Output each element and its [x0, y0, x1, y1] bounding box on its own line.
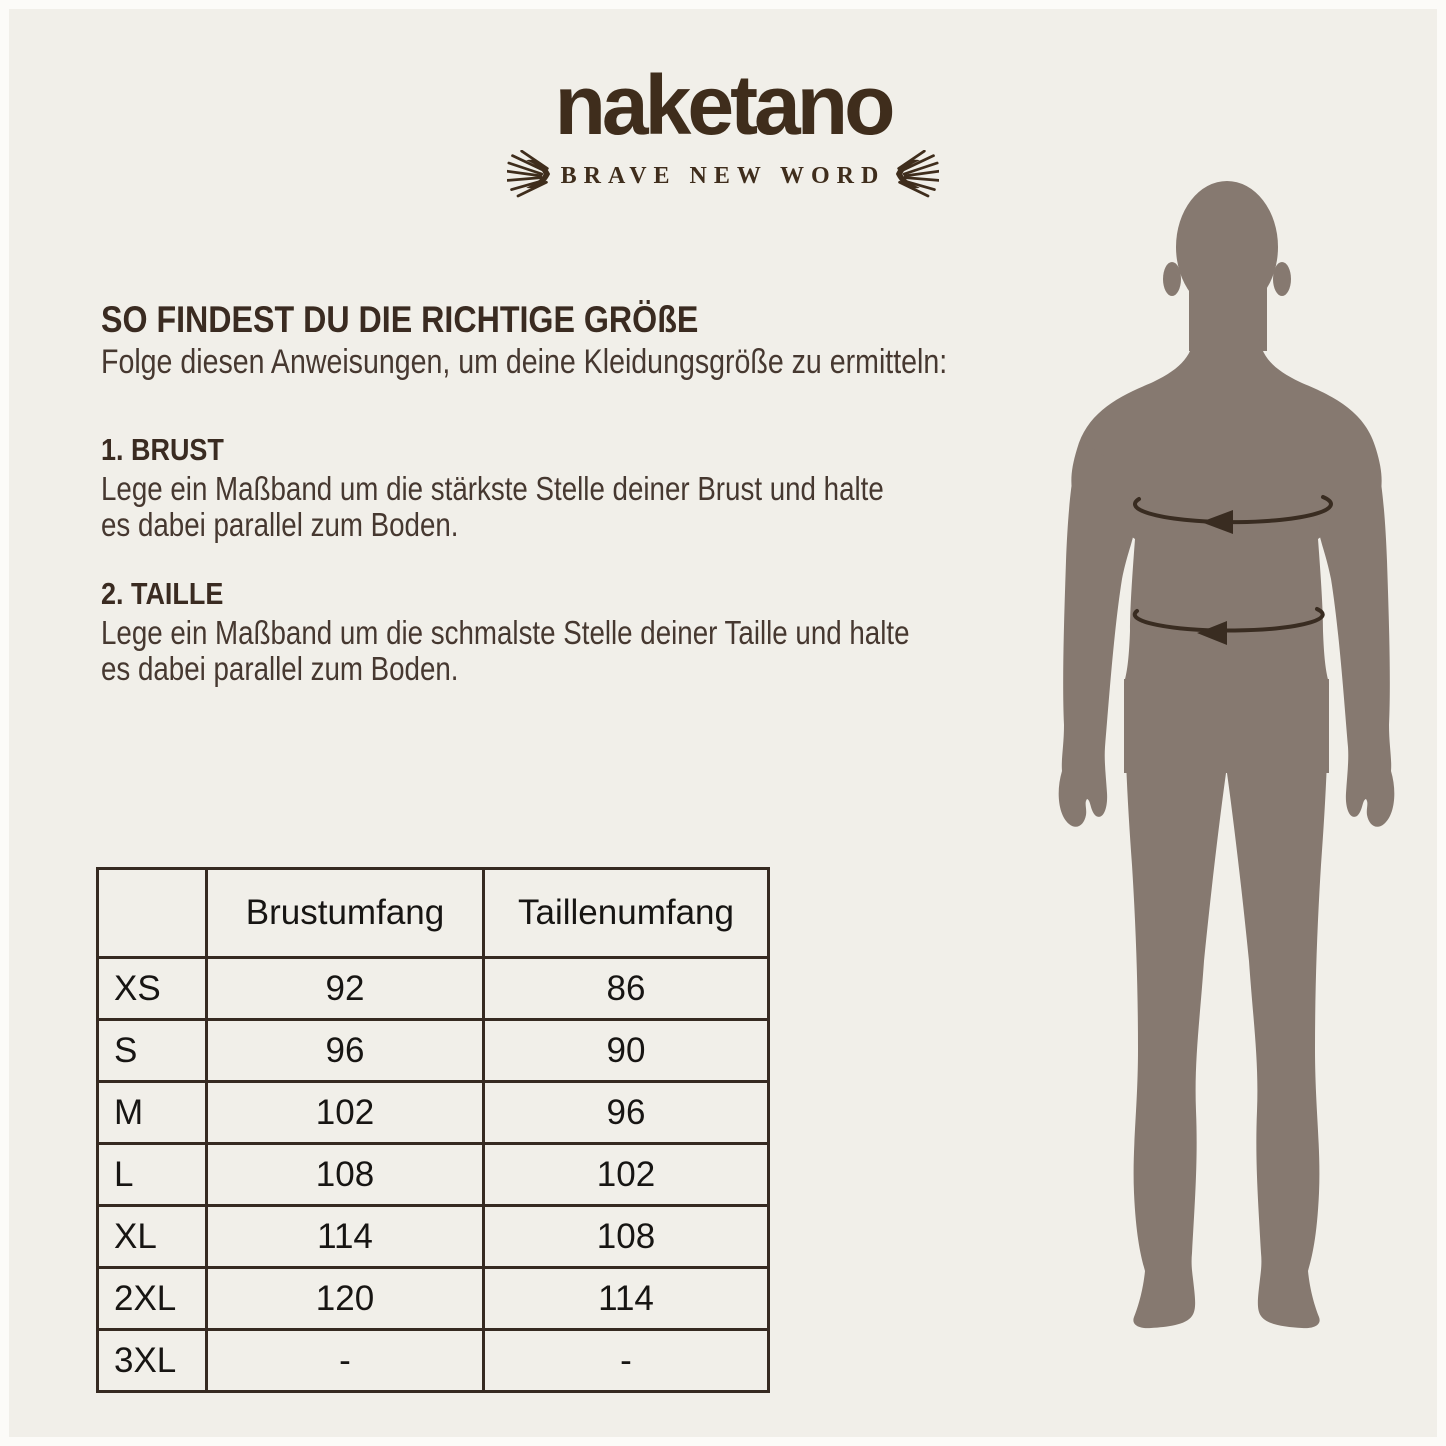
chest-cell: 120 — [207, 1268, 484, 1330]
size-table — [96, 867, 770, 1393]
wing-right-icon — [895, 150, 939, 198]
waist-cell: 96 — [484, 1082, 769, 1144]
ear-right-shape — [1273, 262, 1291, 296]
size-cell: S — [98, 1020, 207, 1082]
waist-cell: 86 — [484, 958, 769, 1020]
body-shape — [1059, 181, 1395, 1328]
table-row — [98, 1330, 769, 1392]
section-brust-text — [101, 471, 884, 543]
table-row — [98, 1144, 769, 1206]
waist-cell: 102 — [484, 1144, 769, 1206]
ear-left-shape — [1163, 262, 1181, 296]
section-taille-title: 2. TAILLE — [101, 576, 224, 611]
section-taille-text — [101, 615, 909, 687]
section-taille-line2: es dabei parallel zum Boden. — [101, 650, 459, 687]
leg-left-shape — [1124, 679, 1226, 1328]
section-brust-line2: es dabei parallel zum Boden. — [101, 506, 459, 543]
wing-left-icon — [507, 150, 551, 198]
chest-cell: 96 — [207, 1020, 484, 1082]
table-row — [98, 1206, 769, 1268]
size-cell: L — [98, 1144, 207, 1206]
section-brust-title: 1. BRUST — [101, 432, 224, 467]
table-header-row — [98, 869, 769, 958]
chest-cell: - — [207, 1330, 484, 1392]
section-taille-line1: Lege ein Maßband um die schmalste Stelle deiner Taille und halte — [101, 614, 910, 651]
header-waist: Taillenumfang — [484, 869, 769, 958]
waist-cell: - — [484, 1330, 769, 1392]
size-cell: XS — [98, 958, 207, 1020]
size-cell: 3XL — [98, 1330, 207, 1392]
body-silhouette — [1029, 159, 1446, 1339]
intro-text: Folge diesen Anweisungen, um deine Kleidungsgröße zu ermitteln: — [101, 343, 948, 381]
size-cell: M — [98, 1082, 207, 1144]
brand-name: naketano — [554, 58, 892, 152]
table-row — [98, 1082, 769, 1144]
section-brust-line1: Lege ein Maßband um die stärkste Stelle deiner Brust und halte — [101, 470, 884, 507]
page-title: SO FINDEST DU DIE RICHTIGE GRÖßE — [101, 299, 699, 340]
waist-cell: 108 — [484, 1206, 769, 1268]
size-cell: XL — [98, 1206, 207, 1268]
brand-tagline: BRAVE NEW WORD — [560, 162, 886, 189]
arm-left-shape — [1059, 443, 1134, 827]
chest-cell: 92 — [207, 958, 484, 1020]
table-row — [98, 1020, 769, 1082]
header-chest: Brustumfang — [207, 869, 484, 958]
leg-right-shape — [1227, 679, 1329, 1328]
chest-cell: 102 — [207, 1082, 484, 1144]
waist-cell: 114 — [484, 1268, 769, 1330]
table-row — [98, 958, 769, 1020]
chest-cell: 114 — [207, 1206, 484, 1268]
header-size — [98, 869, 207, 958]
chest-cell: 108 — [207, 1144, 484, 1206]
waist-cell: 90 — [484, 1020, 769, 1082]
table-row — [98, 1268, 769, 1330]
size-cell: 2XL — [98, 1268, 207, 1330]
